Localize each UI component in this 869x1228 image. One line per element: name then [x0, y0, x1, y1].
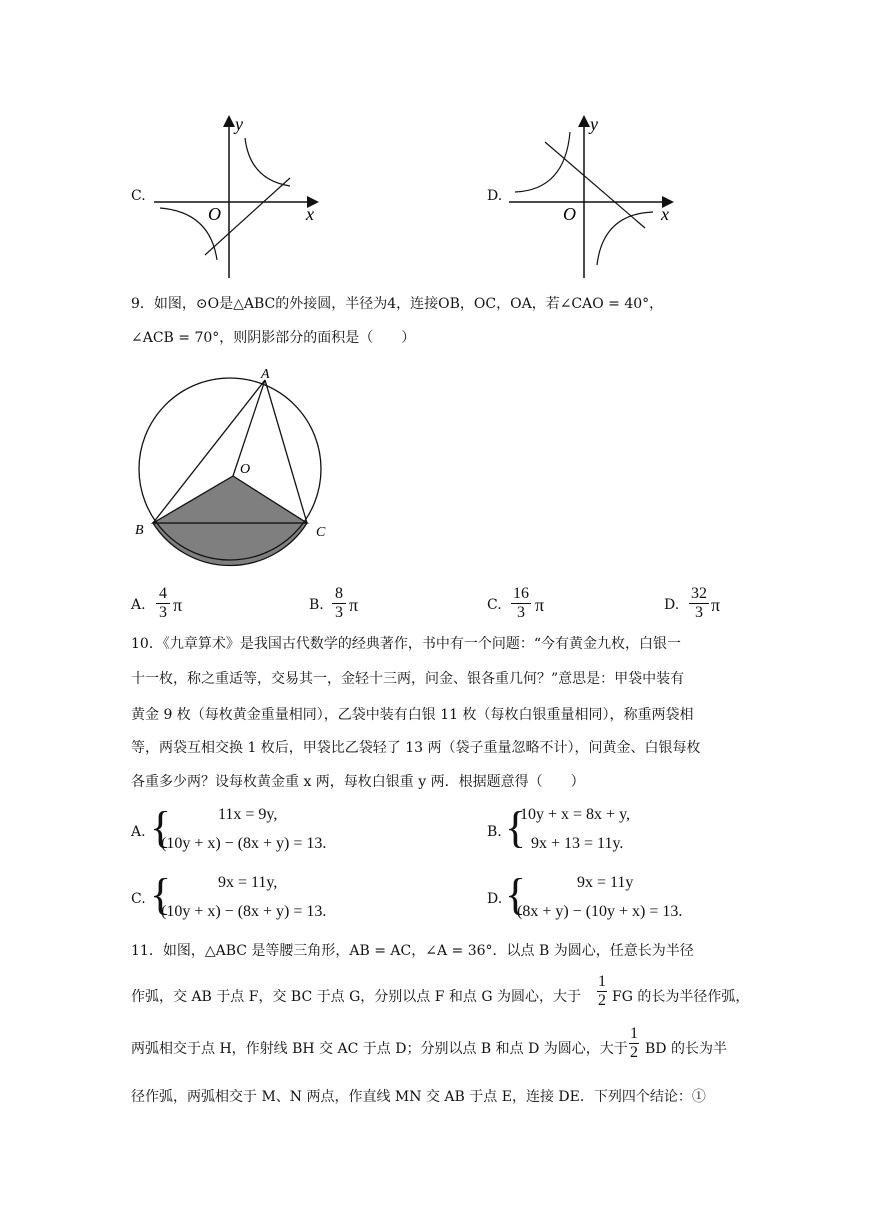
q10-line-4: 等，两袋互相交换 1 枚后，甲袋比乙袋轻了 13 两（袋子重量忽略不计），问黄金、白银每枚 — [131, 740, 701, 756]
hyperbola-branch-2 — [597, 212, 653, 265]
x-label: x — [306, 204, 314, 224]
point-c-label: C — [316, 525, 326, 540]
q10-line-2: 十一枚，称之重适等，交易其一，金轻十三两，问金、银各重几何？”意思是：甲袋中装有 — [131, 671, 685, 687]
q9-option-a-fraction: 4 3 — [155, 585, 171, 622]
q9-option-d-label: D. — [664, 597, 680, 613]
q9-option-c-label: C. — [487, 597, 502, 613]
q9-option-d-fraction: 32 3 — [691, 585, 707, 621]
x-label: x — [661, 204, 669, 224]
pi-symbol: π — [711, 595, 721, 615]
q10-option-c-eq1: 9x = 11y, — [218, 874, 278, 891]
y-label: y — [590, 114, 598, 134]
q8-option-d-label: D. — [487, 188, 503, 204]
origin-label: O — [208, 204, 221, 224]
q10-option-a-eq1: 11x = 9y, — [218, 806, 278, 823]
brace-icon: { — [505, 870, 527, 919]
q9-option-c-fraction: 16 3 — [513, 585, 529, 621]
q10-option-c-eq2: (10y + x) − (8x + y) = 13. — [161, 903, 327, 920]
q10-line-3: 黄金 9 枚（每枚黄金重量相同），乙袋中装有白银 11 枚（每枚白银重量相同），称重两袋相 — [131, 707, 694, 723]
q10-line-5: 各重多少两？设每枚黄金重 x 两，每枚白银重 y 两．根据题意得（ ） — [131, 774, 585, 790]
brace-icon: { — [150, 870, 172, 919]
q10-option-a-eq2: (10y + x) − (8x + y) = 13. — [161, 835, 327, 852]
q10-option-b-eq1: 10y + x = 8x + y, — [520, 806, 631, 823]
q10-option-b-label: B. — [487, 824, 502, 840]
point-a-label: A — [261, 368, 270, 382]
pi-symbol: π — [173, 595, 183, 615]
q10-option-c-label: C. — [131, 891, 146, 907]
q11-line-2b: FG 的长为半径作弧， — [612, 989, 750, 1005]
hyperbola-branch-1 — [515, 132, 570, 192]
q11-fraction-half-2: 1 2 — [630, 1025, 638, 1061]
line-graph — [545, 142, 645, 228]
q9-option-b-fraction: 8 3 — [331, 585, 347, 622]
q11-line-4: 径作弧，两弧相交于 M、N 两点，作直线 MN 交 AB 于点 E，连接 DE．下列四个结论：① — [131, 1089, 706, 1105]
pi-symbol: π — [349, 595, 359, 615]
q11-line-2a: 作弧，交 AB 于点 F，交 BC 于点 G，分别以点 F 和点 G 为圆心，大于 — [131, 989, 581, 1005]
brace-icon: { — [150, 803, 172, 852]
q10-option-b-eq2: 9x + 13 = 11y. — [531, 835, 624, 852]
q9-line-2: ∠ACB = 70°，则阴影部分的面积是（ ） — [131, 330, 416, 346]
y-label: y — [235, 114, 243, 134]
origin-label: O — [563, 204, 576, 224]
q11-line-3b: BD 的长为半 — [645, 1041, 727, 1057]
q9-line-1: 9．如图，⊙O是△ABC的外接圆，半径为4，连接OB，OC，OA，若∠CAO = 40°， — [131, 296, 664, 312]
q11-line-1: 11．如图，△ABC 是等腰三角形，AB = AC，∠A = 36°．以点 B 为圆心，任意长为半径 — [131, 943, 694, 959]
shaded-segment — [153, 523, 307, 566]
q10-option-d-eq2: (8x + y) − (10y + x) = 13. — [517, 903, 683, 920]
shaded-triangle — [153, 476, 307, 523]
hyperbola-branch-1 — [245, 138, 290, 186]
q9-circle-figure — [125, 368, 355, 590]
q8-graph-c — [150, 110, 330, 285]
pi-symbol: π — [535, 595, 545, 615]
q10-option-a-label: A. — [131, 824, 146, 840]
q11-line-3a: 两弧相交于点 H，作射线 BH 交 AC 于点 D；分别以点 B 和点 D 为圆心，大于 — [131, 1041, 628, 1057]
q9-option-b-label: B. — [309, 597, 324, 613]
q10-option-d-eq1: 9x = 11y — [577, 874, 634, 891]
q11-fraction-half-1: 1 2 — [598, 973, 606, 1009]
point-b-label: B — [135, 523, 144, 538]
q10-option-d-label: D. — [487, 891, 503, 907]
q9-option-a-label: A. — [131, 597, 146, 613]
q8-graph-d — [505, 110, 685, 285]
q8-option-c-label: C. — [131, 188, 146, 204]
q10-line-1: 10．《九章算术》是我国古代数学的经典著作，书中有一个问题：“今有黄金九枚，白银一 — [131, 636, 681, 652]
point-o-label: O — [240, 462, 251, 477]
brace-icon: { — [505, 803, 527, 852]
